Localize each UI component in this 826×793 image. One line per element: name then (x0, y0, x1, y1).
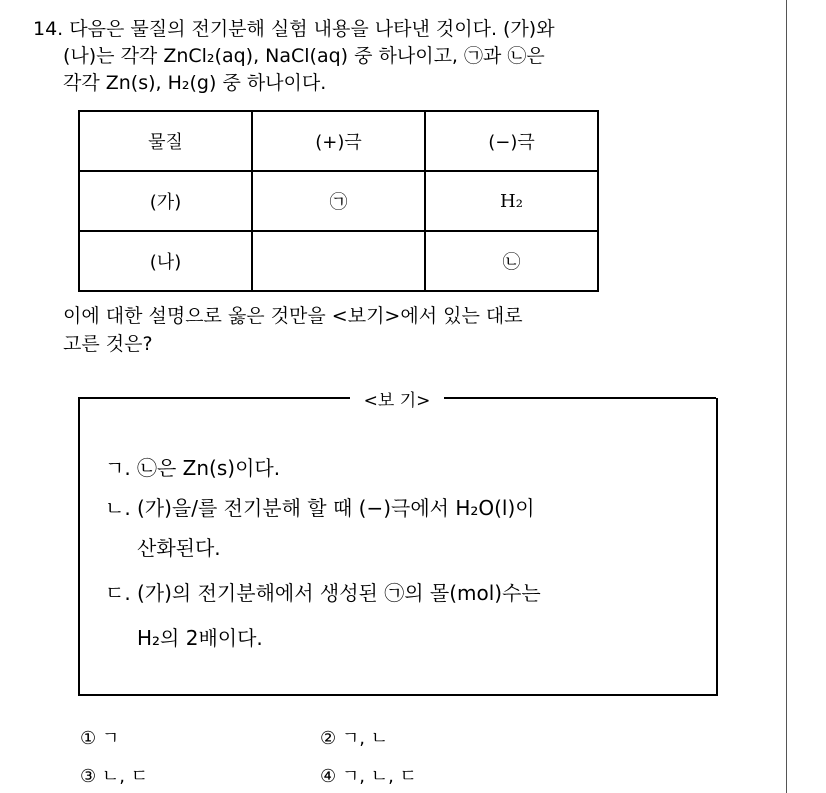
table-cell: (나) (79, 231, 252, 291)
question-text (33, 16, 778, 97)
table-cell: H₂ (425, 171, 598, 231)
table-header: 물질 (79, 111, 252, 171)
table-cell: ㉡ (425, 231, 598, 291)
item-marker: ㄴ. (105, 496, 131, 520)
table-cell (252, 231, 425, 291)
table-cell: ㉠ (252, 171, 425, 231)
question-line: 다음은 물질의 전기분해 실험 내용을 나타낸 것이다. (가)와 (69, 18, 555, 40)
data-table (78, 110, 599, 292)
answer-option-4[interactable]: ④ ㄱ, ㄴ, ㄷ (320, 766, 417, 787)
prompt-line: 고른 것은? (63, 333, 153, 355)
prompt-line: 이에 대한 설명으로 옳은 것만을 <보기>에서 있는 대로 (63, 305, 523, 327)
item-continuation: H₂의 2배이다. (137, 626, 263, 650)
item-marker: ㄱ. (105, 456, 131, 480)
prompt-text (63, 302, 523, 358)
question-line: 각각 Zn(s), H₂(g) 중 하나이다. (63, 72, 327, 94)
column-divider (786, 0, 787, 793)
answer-option-2[interactable]: ② ㄱ, ㄴ (320, 728, 389, 749)
table-cell: (가) (79, 171, 252, 231)
item-text: (가)을/를 전기분해 할 때 (−)극에서 H₂O(l)이 (137, 496, 535, 520)
answer-option-3[interactable]: ③ ㄴ, ㄷ (80, 766, 149, 787)
table-row (79, 171, 598, 231)
table-row (79, 231, 598, 291)
table-header: (+)극 (252, 111, 425, 171)
bogi-item (105, 492, 535, 521)
table-header-row (79, 111, 598, 171)
bogi-item (105, 577, 541, 606)
bogi-title: <보 기> (363, 391, 431, 411)
item-text: ㉡은 Zn(s)이다. (137, 456, 281, 480)
item-text: (가)의 전기분해에서 생성된 ㉠의 몰(mol)수는 (137, 581, 541, 605)
answer-option-1[interactable]: ① ㄱ (80, 728, 120, 749)
item-continuation: 산화된다. (137, 536, 221, 560)
question-line: (나)는 각각 ZnCl₂(aq), NaCl(aq) 중 하나이고, ㉠과 ㉡은 (63, 45, 545, 67)
table-header: (−)극 (425, 111, 598, 171)
item-marker: ㄷ. (105, 581, 131, 605)
question-number: 14. (33, 18, 64, 40)
bogi-item (105, 452, 281, 481)
